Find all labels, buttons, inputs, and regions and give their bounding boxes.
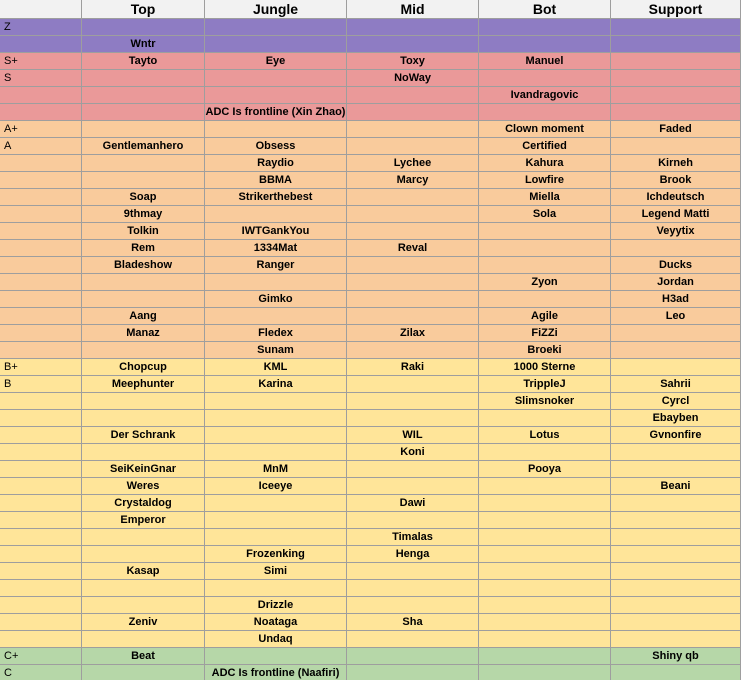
table-row [0,138,741,155]
jungle-cell[interactable]: Ranger [205,257,347,274]
jungle-cell[interactable]: Simi [205,563,347,580]
mid-cell[interactable] [347,461,479,478]
bot-cell[interactable]: Agile [479,308,611,325]
tier-cell[interactable]: S [0,70,82,87]
bot-cell[interactable]: Miella [479,189,611,206]
header-row [0,0,741,19]
table-row [0,376,741,393]
top-cell[interactable]: Der Schrank [82,427,205,444]
top-cell[interactable]: Bladeshow [82,257,205,274]
mid-cell[interactable] [347,512,479,529]
jungle-cell[interactable] [205,495,347,512]
support-cell[interactable] [611,461,741,478]
mid-cell[interactable] [347,376,479,393]
bot-cell[interactable] [479,495,611,512]
top-cell[interactable] [82,665,205,680]
support-cell[interactable]: Veyytix [611,223,741,240]
mid-cell[interactable] [347,291,479,308]
support-cell[interactable] [611,325,741,342]
jungle-cell[interactable] [205,121,347,138]
bot-cell[interactable]: Kahura [479,155,611,172]
tier-cell[interactable] [0,529,82,546]
table-row [0,240,741,257]
tier-cell[interactable]: B [0,376,82,393]
header-cell-mid[interactable]: Mid [347,0,479,19]
bot-cell[interactable]: Clown moment [479,121,611,138]
bot-cell[interactable] [479,546,611,563]
table-row [0,36,741,53]
support-cell[interactable]: Ducks [611,257,741,274]
top-cell[interactable] [82,291,205,308]
tier-cell[interactable] [0,240,82,257]
tier-cell[interactable] [0,546,82,563]
bot-cell[interactable]: Lotus [479,427,611,444]
tier-cell[interactable] [0,257,82,274]
jungle-cell[interactable] [205,410,347,427]
mid-cell[interactable] [347,36,479,53]
header-cell-tier[interactable] [0,0,82,19]
bot-cell[interactable] [479,529,611,546]
mid-cell[interactable]: Toxy [347,53,479,70]
bot-cell[interactable] [479,444,611,461]
jungle-cell[interactable]: IWTGankYou [205,223,347,240]
support-cell[interactable] [611,19,741,36]
bot-cell[interactable] [479,257,611,274]
mid-cell[interactable] [347,19,479,36]
tier-cell[interactable]: Z [0,19,82,36]
jungle-cell[interactable] [205,529,347,546]
mid-cell[interactable]: Reval [347,240,479,257]
support-cell[interactable]: Legend Matti [611,206,741,223]
tier-cell[interactable] [0,172,82,189]
top-cell[interactable] [82,393,205,410]
table-row [0,427,741,444]
mid-cell[interactable] [347,257,479,274]
table-row [0,274,741,291]
support-cell[interactable]: Faded [611,121,741,138]
top-cell[interactable]: Tolkin [82,223,205,240]
table-row [0,546,741,563]
support-cell[interactable]: Cyrcl [611,393,741,410]
tier-cell[interactable] [0,291,82,308]
header-cell-top[interactable]: Top [82,0,205,19]
tier-cell[interactable]: C [0,665,82,680]
table-row [0,529,741,546]
table-row [0,291,741,308]
table-row [0,87,741,104]
tier-cell[interactable]: S+ [0,53,82,70]
support-cell[interactable]: Kirneh [611,155,741,172]
table-row [0,155,741,172]
mid-cell[interactable] [347,189,479,206]
top-cell[interactable] [82,342,205,359]
bot-cell[interactable] [479,478,611,495]
bot-cell[interactable] [479,580,611,597]
top-cell[interactable]: Beat [82,648,205,665]
bot-cell[interactable]: Manuel [479,53,611,70]
tier-cell[interactable] [0,87,82,104]
top-cell[interactable]: Kasap [82,563,205,580]
top-cell[interactable]: Aang [82,308,205,325]
top-cell[interactable] [82,70,205,87]
table-row [0,461,741,478]
table-row [0,512,741,529]
bot-cell[interactable]: FiZZi [479,325,611,342]
tier-cell[interactable] [0,478,82,495]
tier-cell[interactable] [0,563,82,580]
support-cell[interactable]: Gvnonfire [611,427,741,444]
bot-cell[interactable]: Broeki [479,342,611,359]
bot-cell[interactable]: 1000 Sterne [479,359,611,376]
table-row [0,444,741,461]
support-cell[interactable]: Jordan [611,274,741,291]
bot-cell[interactable] [479,240,611,257]
top-cell[interactable] [82,631,205,648]
table-row [0,121,741,138]
tier-cell[interactable] [0,444,82,461]
support-cell[interactable] [611,580,741,597]
tier-cell[interactable] [0,410,82,427]
jungle-cell[interactable] [205,36,347,53]
mid-cell[interactable] [347,393,479,410]
table-row [0,495,741,512]
support-cell[interactable] [611,512,741,529]
header-cell-bot[interactable]: Bot [479,0,611,19]
table-row [0,172,741,189]
mid-cell[interactable]: Timalas [347,529,479,546]
top-cell[interactable]: Zeniv [82,614,205,631]
bot-cell[interactable] [479,648,611,665]
jungle-cell[interactable]: MnM [205,461,347,478]
table-row [0,70,741,87]
bot-cell[interactable] [479,223,611,240]
mid-cell[interactable] [347,563,479,580]
tier-cell[interactable] [0,36,82,53]
jungle-cell[interactable] [205,427,347,444]
table-row [0,393,741,410]
support-cell[interactable]: Leo [611,308,741,325]
jungle-cell[interactable]: Strikerthebest [205,189,347,206]
tier-cell[interactable] [0,274,82,291]
top-cell[interactable]: Crystaldog [82,495,205,512]
top-cell[interactable] [82,546,205,563]
jungle-cell[interactable]: Iceeye [205,478,347,495]
bot-cell[interactable] [479,70,611,87]
tier-cell[interactable]: C+ [0,648,82,665]
table-row [0,359,741,376]
support-cell[interactable]: Beani [611,478,741,495]
support-cell[interactable] [611,70,741,87]
top-cell[interactable]: Wntr [82,36,205,53]
bot-cell[interactable]: Sola [479,206,611,223]
bot-cell[interactable]: Slimsnoker [479,393,611,410]
support-cell[interactable] [611,342,741,359]
mid-cell[interactable] [347,206,479,223]
mid-cell[interactable]: Raki [347,359,479,376]
jungle-cell[interactable]: Undaq [205,631,347,648]
top-cell[interactable] [82,155,205,172]
tier-cell[interactable] [0,393,82,410]
jungle-cell[interactable]: ADC Is frontline (Xin Zhao) [205,104,347,121]
jungle-cell[interactable]: Raydio [205,155,347,172]
jungle-cell[interactable] [205,70,347,87]
tier-cell[interactable]: A+ [0,121,82,138]
top-cell[interactable]: Weres [82,478,205,495]
table-row [0,308,741,325]
jungle-cell[interactable]: Karina [205,376,347,393]
tier-cell[interactable] [0,580,82,597]
mid-cell[interactable]: Koni [347,444,479,461]
tier-cell[interactable] [0,104,82,121]
table-row [0,478,741,495]
mid-cell[interactable] [347,410,479,427]
mid-cell[interactable] [347,104,479,121]
support-cell[interactable]: Sahrii [611,376,741,393]
tier-cell[interactable] [0,342,82,359]
mid-cell[interactable] [347,478,479,495]
mid-cell[interactable]: Henga [347,546,479,563]
mid-cell[interactable]: Dawi [347,495,479,512]
support-cell[interactable] [611,138,741,155]
bot-cell[interactable] [479,614,611,631]
bot-cell[interactable] [479,291,611,308]
mid-cell[interactable] [347,597,479,614]
table-row [0,189,741,206]
tier-cell[interactable] [0,512,82,529]
top-cell[interactable] [82,19,205,36]
mid-cell[interactable] [347,631,479,648]
jungle-cell[interactable]: Obsess [205,138,347,155]
support-cell[interactable] [611,529,741,546]
top-cell[interactable]: 9thmay [82,206,205,223]
bot-cell[interactable]: Lowfire [479,172,611,189]
support-cell[interactable] [611,359,741,376]
jungle-cell[interactable] [205,274,347,291]
top-cell[interactable] [82,597,205,614]
support-cell[interactable] [611,614,741,631]
jungle-cell[interactable]: ADC Is frontline (Naafiri) [205,665,347,680]
top-cell[interactable] [82,87,205,104]
top-cell[interactable]: Emperor [82,512,205,529]
jungle-cell[interactable] [205,308,347,325]
jungle-cell[interactable]: Sunam [205,342,347,359]
top-cell[interactable] [82,274,205,291]
support-cell[interactable] [611,240,741,257]
bot-cell[interactable] [479,512,611,529]
top-cell[interactable]: Soap [82,189,205,206]
mid-cell[interactable] [347,138,479,155]
mid-cell[interactable] [347,342,479,359]
table-row [0,648,741,665]
top-cell[interactable] [82,410,205,427]
bot-cell[interactable]: Pooya [479,461,611,478]
table-row [0,342,741,359]
top-cell[interactable]: Manaz [82,325,205,342]
table-row [0,223,741,240]
bot-cell[interactable] [479,410,611,427]
bot-cell[interactable] [479,563,611,580]
top-cell[interactable]: Rem [82,240,205,257]
support-cell[interactable]: Ichdeutsch [611,189,741,206]
top-cell[interactable]: Gentlemanhero [82,138,205,155]
mid-cell[interactable] [347,223,479,240]
top-cell[interactable] [82,104,205,121]
top-cell[interactable]: SeiKeinGnar [82,461,205,478]
mid-cell[interactable] [347,665,479,680]
bot-cell[interactable] [479,104,611,121]
top-cell[interactable]: Meephunter [82,376,205,393]
support-cell[interactable] [611,597,741,614]
support-cell[interactable]: H3ad [611,291,741,308]
table-row [0,614,741,631]
jungle-cell[interactable]: 1334Mat [205,240,347,257]
top-cell[interactable]: Chopcup [82,359,205,376]
jungle-cell[interactable] [205,87,347,104]
table-row [0,597,741,614]
top-cell[interactable]: Tayto [82,53,205,70]
top-cell[interactable] [82,172,205,189]
header-cell-support[interactable]: Support [611,0,741,19]
mid-cell[interactable] [347,121,479,138]
top-cell[interactable] [82,444,205,461]
jungle-cell[interactable] [205,512,347,529]
mid-cell[interactable] [347,580,479,597]
table-row [0,104,741,121]
tier-cell[interactable]: A [0,138,82,155]
tier-cell[interactable] [0,206,82,223]
bot-cell[interactable] [479,19,611,36]
top-cell[interactable] [82,121,205,138]
jungle-cell[interactable] [205,393,347,410]
tier-cell[interactable] [0,597,82,614]
support-cell[interactable] [611,665,741,680]
tier-cell[interactable] [0,223,82,240]
support-cell[interactable] [611,53,741,70]
bot-cell[interactable] [479,36,611,53]
table-row [0,563,741,580]
mid-cell[interactable]: Zilax [347,325,479,342]
bot-cell[interactable]: Certified [479,138,611,155]
tier-cell[interactable] [0,325,82,342]
mid-cell[interactable] [347,87,479,104]
mid-cell[interactable]: NoWay [347,70,479,87]
jungle-cell[interactable]: Fledex [205,325,347,342]
mid-cell[interactable]: Sha [347,614,479,631]
jungle-cell[interactable] [205,648,347,665]
table-row [0,53,741,70]
tier-cell[interactable] [0,461,82,478]
table-row [0,325,741,342]
support-cell[interactable] [611,546,741,563]
support-cell[interactable]: Brook [611,172,741,189]
top-cell[interactable] [82,580,205,597]
support-cell[interactable] [611,631,741,648]
bot-cell[interactable]: Ivandragovic [479,87,611,104]
bot-cell[interactable] [479,631,611,648]
tier-cell[interactable] [0,614,82,631]
top-cell[interactable] [82,529,205,546]
tier-cell[interactable] [0,189,82,206]
mid-cell[interactable] [347,308,479,325]
tier-cell[interactable] [0,631,82,648]
table-row [0,206,741,223]
tier-cell[interactable] [0,427,82,444]
bot-cell[interactable]: Zyon [479,274,611,291]
support-cell[interactable] [611,104,741,121]
support-cell[interactable]: Ebayben [611,410,741,427]
mid-cell[interactable]: Lychee [347,155,479,172]
jungle-cell[interactable] [205,444,347,461]
mid-cell[interactable] [347,648,479,665]
jungle-cell[interactable] [205,19,347,36]
tier-cell[interactable] [0,308,82,325]
table-row [0,410,741,427]
table-row [0,631,741,648]
bot-cell[interactable] [479,597,611,614]
jungle-cell[interactable]: Noataga [205,614,347,631]
table-row [0,19,741,36]
support-cell[interactable] [611,87,741,104]
header-cell-jungle[interactable]: Jungle [205,0,347,19]
tier-cell[interactable] [0,495,82,512]
tier-cell[interactable] [0,155,82,172]
jungle-cell[interactable]: BBMA [205,172,347,189]
jungle-cell[interactable]: Gimko [205,291,347,308]
table-row [0,665,741,680]
support-cell[interactable] [611,495,741,512]
bot-cell[interactable]: TrippleJ [479,376,611,393]
mid-cell[interactable]: WIL [347,427,479,444]
support-cell[interactable]: Shiny qb [611,648,741,665]
jungle-cell[interactable]: Eye [205,53,347,70]
table-row [0,257,741,274]
tier-cell[interactable]: B+ [0,359,82,376]
mid-cell[interactable] [347,274,479,291]
jungle-cell[interactable]: Frozenking [205,546,347,563]
support-cell[interactable] [611,36,741,53]
jungle-cell[interactable]: Drizzle [205,597,347,614]
table-row [0,580,741,597]
bot-cell[interactable] [479,665,611,680]
support-cell[interactable] [611,444,741,461]
mid-cell[interactable]: Marcy [347,172,479,189]
support-cell[interactable] [611,563,741,580]
jungle-cell[interactable] [205,580,347,597]
jungle-cell[interactable]: KML [205,359,347,376]
jungle-cell[interactable] [205,206,347,223]
